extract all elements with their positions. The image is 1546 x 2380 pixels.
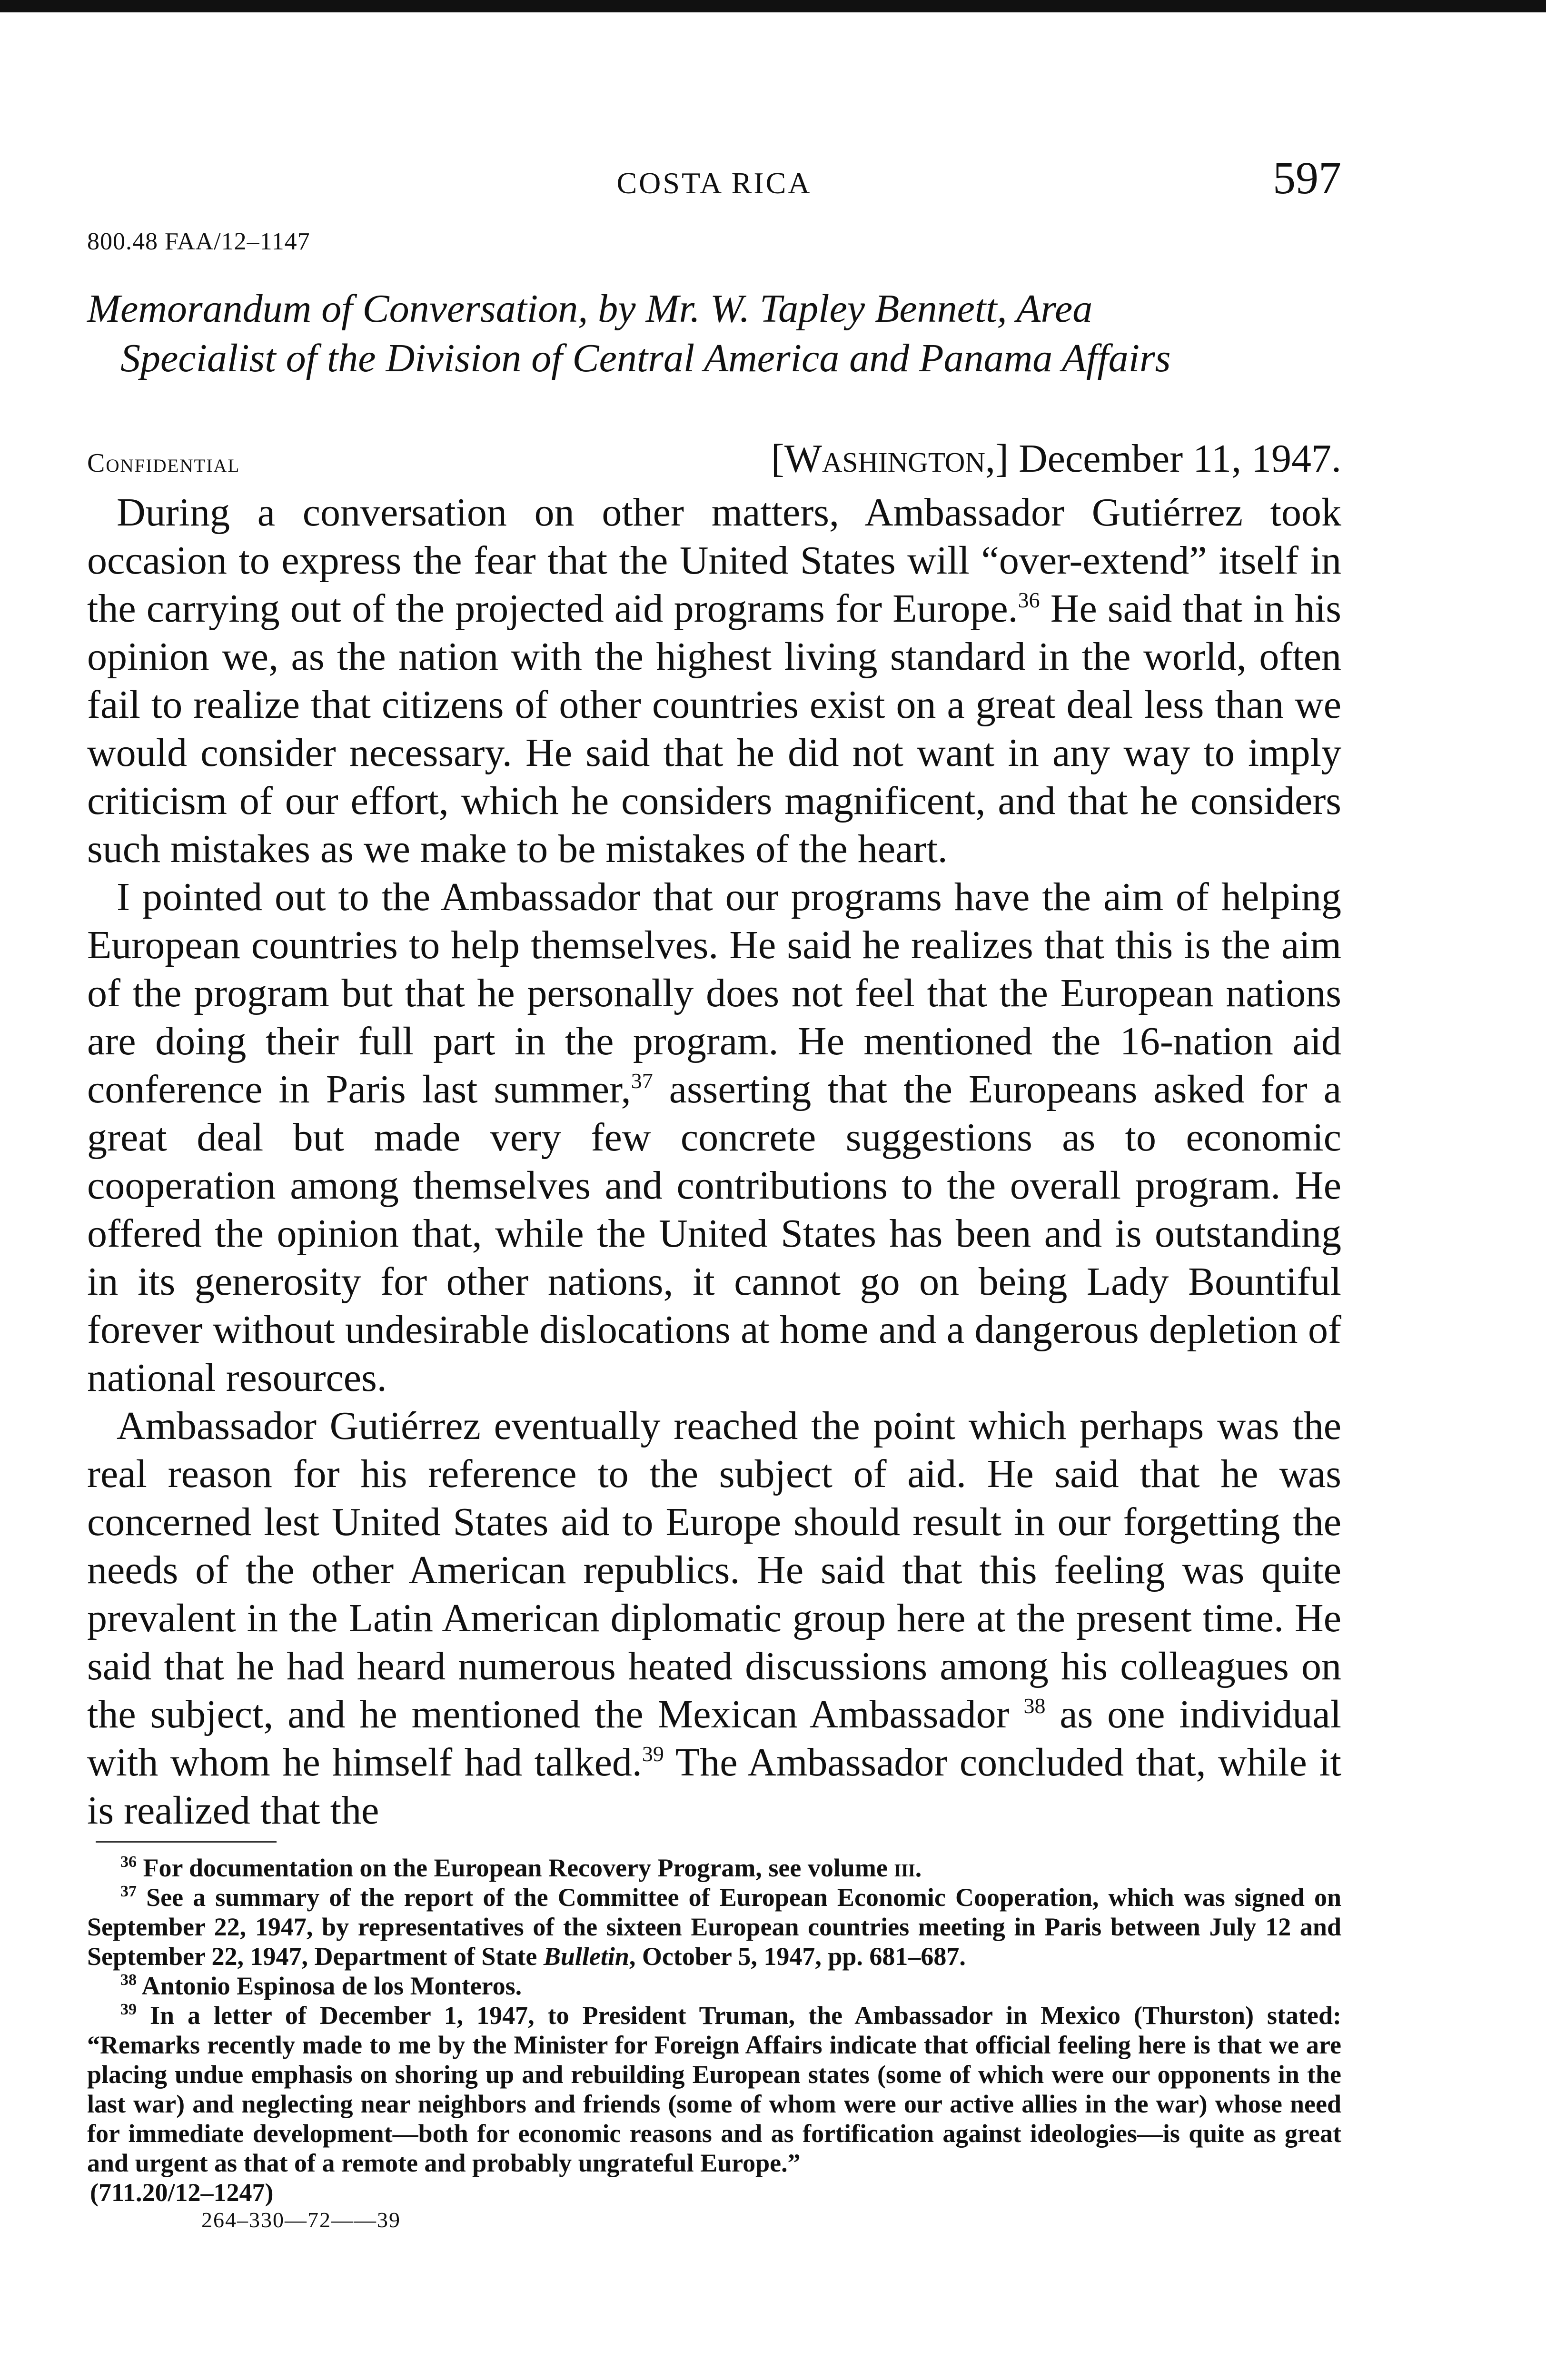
- footnote-39-file-reference: (711.20/12–1247): [90, 2178, 274, 2207]
- footnote-38: [87, 1971, 1341, 2001]
- running-title: COSTA RICA: [616, 166, 812, 200]
- paragraph-text: During a conversation on other matters, Ambassador Gutiérrez took occasion to express the fear that the United States will “over-extend” itself in the carrying out of the projected aid programs for Europe.: [87, 490, 1341, 631]
- footnote-36: [87, 1853, 1341, 1883]
- footnote-number: 37: [120, 1883, 137, 1900]
- footnote-ref-36: 36: [1018, 588, 1040, 612]
- paragraph-2: [87, 873, 1341, 1402]
- paragraph-text: He said that in his opinion we, as the nation with the highest living standard in the world, often fail to realize that citizens of other countries exist on a great deal less than we would consider necessary. He said that he did not want in any way to imply criticism of our effort, which he considers magnificent, and that he considers such mistakes as we make to be mistakes of the heart.: [87, 586, 1341, 871]
- footnote-ref-37: 37: [631, 1069, 653, 1093]
- footnote-number: 38: [120, 1971, 137, 1989]
- scan-top-border: [0, 0, 1546, 12]
- footnote-text: , October 5, 1947, pp. 681–687.: [629, 1942, 966, 1971]
- printer-code: 264–330—72——39: [201, 2208, 401, 2232]
- date-place: [771, 436, 1341, 482]
- footnote-divider: [96, 1841, 277, 1843]
- footnote-37: [87, 1883, 1341, 1971]
- classification-label: Confidential: [87, 448, 240, 478]
- footnote-publication: Bulletin: [543, 1942, 629, 1971]
- paragraph-3: [87, 1402, 1341, 1835]
- file-number: 800.48 FAA/12–1147: [87, 228, 310, 255]
- footnote-volume: iii: [894, 1854, 915, 1882]
- footnote-text: In a letter of December 1, 1947, to President Truman, the Ambassador in Mexico (Thurston) stated: “Remarks recently made to me by the Minister for Foreign Affairs indicate that official feeling here is that we are placing undue emphasis on shoring up and rebuilding European states (some of which were our opponents in the last war) and neglecting near neighbors and friends (some of whom were our active allies in the war) whose need for immediate development—both for economic reasons and as fortification against ideologies—is quite as great and urgent as that of a remote and probably ungrateful Europe.”: [87, 2001, 1341, 2177]
- memo-body: [87, 488, 1341, 1835]
- footnotes: [87, 1853, 1341, 2207]
- dateline-date: December 11, 1947.: [1019, 436, 1341, 481]
- document-title-line-2: Specialist of the Division of Central America and Panama Affairs: [120, 336, 1171, 380]
- paragraph-1: [87, 488, 1341, 873]
- document-page: [87, 143, 1341, 2380]
- dateline-place: [Washington,]: [771, 436, 1009, 481]
- paragraph-text: Ambassador Gutiérrez eventually reached the point which perhaps was the real reason for his reference to the subject of aid. He said that he was concerned lest United States aid to Europe should result in our forgetting the needs of the other American republics. He said that this feeling was quite prevalent in the Latin American diplomatic group here at the present time. He said that he had heard numerous heated discussions among his colleagues on the subject, and he mentioned the Mexican Ambassador: [87, 1404, 1341, 1736]
- footnote-39: [87, 2001, 1341, 2178]
- footnote-number: 36: [120, 1853, 137, 1871]
- paragraph-text: as one individual with whom he himself had talked.: [87, 1692, 1341, 1785]
- footnote-text: .: [915, 1854, 922, 1882]
- dateline: [87, 436, 1341, 482]
- page-number: 597: [1273, 152, 1341, 203]
- footnote-text: For documentation on the European Recovery Program, see volume: [137, 1854, 894, 1882]
- paragraph-text: I pointed out to the Ambassador that our programs have the aim of helping European countries to help themselves. He said he realizes that this is the aim of the program but that he personally does not feel that the European nations are doing their full part in the program. He mentioned the 16-nation aid conference in Paris last summer,: [87, 875, 1341, 1111]
- document-title: [87, 284, 1341, 383]
- footnote-text: See a summary of the report of the Committee of European Economic Cooperation, which was signed on September 22, 1947, by representatives of the sixteen European countries meeting in Paris between July 12 and September 22, 1947, Department of State: [87, 1883, 1341, 1971]
- footnote-ref-38: 38: [1023, 1694, 1046, 1718]
- document-title-line-1: Memorandum of Conversation, by Mr. W. Tapley Bennett, Area: [87, 287, 1093, 331]
- footnote-text: Antonio Espinosa de los Monteros.: [137, 1972, 522, 2000]
- footnote-ref-39: 39: [642, 1742, 664, 1766]
- running-head: [87, 143, 1341, 214]
- paragraph-text: asserting that the Europeans asked for a great deal but made very few concrete suggestions as to economic cooperation among themselves and contributions to the overall program. He offered the opinion that, while the United States has been and is outstanding in its generosity for other nations, it cannot go on being Lady Bountiful forever without undesirable dislocations at home and a dangerous depletion of national resources.: [87, 1067, 1342, 1400]
- paragraph-text: The Ambassador concluded that, while it is realized that the: [87, 1740, 1341, 1833]
- footnote-number: 39: [120, 2001, 137, 2018]
